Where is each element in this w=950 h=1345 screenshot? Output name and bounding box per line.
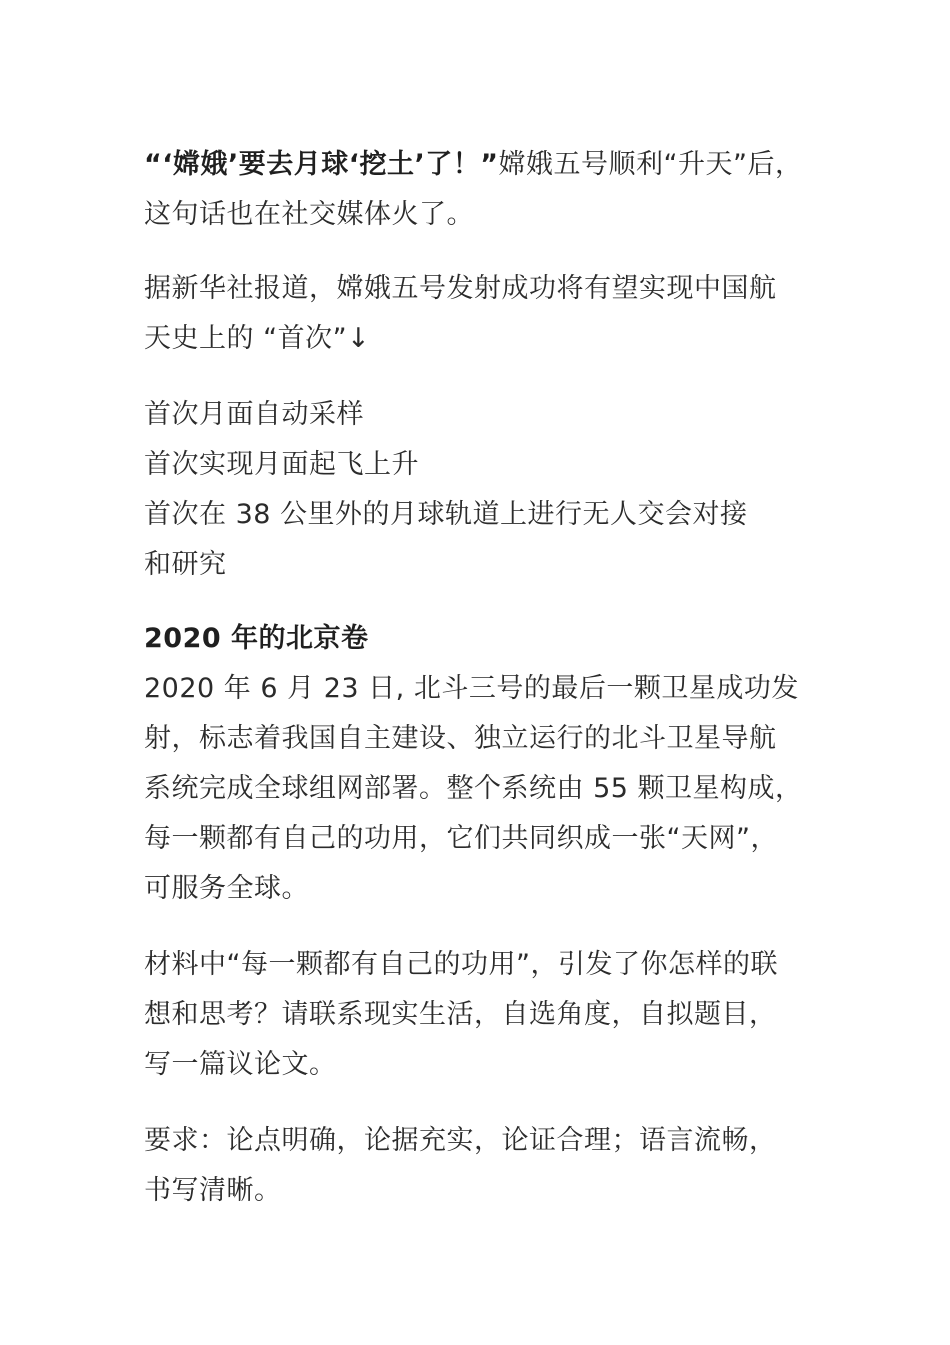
beijing-line: 可服务全球。 (144, 873, 309, 904)
requirement-line: 书写清晰。 (144, 1175, 282, 1206)
question-line: 想和思考？请联系现实生活，自选角度，自拟题目， (144, 999, 777, 1030)
intro-paragraph (144, 140, 814, 240)
beijing-line: 射，标志着我国自主建设、独立运行的北斗卫星导航 (144, 723, 777, 754)
intro-line-1 (144, 140, 814, 190)
question-line: 写一篇议论文。 (144, 1049, 337, 1080)
beijing-line: 系统完成全球组网部署。整个系统由 55 颗卫星构成， (144, 773, 803, 804)
section-heading: 2020 年的北京卷 (144, 623, 369, 654)
requirement-paragraph (144, 1116, 814, 1216)
report-line-2: 天史上的 “首次”↓ (144, 323, 371, 354)
list-item: 首次在 38 公里外的月球轨道上进行无人交会对接 (144, 499, 748, 530)
beijing-line: 每一颗都有自己的功用，它们共同织成一张“天网”， (144, 823, 778, 854)
firsts-list (144, 390, 814, 590)
article-body (144, 140, 814, 1242)
beijing-line: 2020 年 6 月 23 日, 北斗三号的最后一颗卫星成功发 (144, 673, 799, 704)
question-paragraph (144, 940, 814, 1090)
beijing-section (144, 614, 814, 914)
intro-line-1-rest: 嫦娥五号顺利“升天”后， (498, 149, 803, 180)
requirement-line: 要求：论点明确，论据充实，论证合理；语言流畅， (144, 1125, 777, 1156)
report-line-1: 据新华社报道，嫦娥五号发射成功将有望实现中国航 (144, 273, 777, 304)
intro-line-2: 这句话也在社交媒体火了。 (144, 199, 474, 230)
list-item: 和研究 (144, 549, 227, 580)
list-item: 首次月面自动采样 (144, 399, 364, 430)
intro-quote-bold: “‘嫦娥’要去月球‘挖土’了！” (144, 149, 499, 180)
report-paragraph (144, 264, 814, 364)
list-item: 首次实现月面起飞上升 (144, 449, 419, 480)
question-line: 材料中“每一颗都有自己的功用”，引发了你怎样的联 (144, 949, 778, 980)
